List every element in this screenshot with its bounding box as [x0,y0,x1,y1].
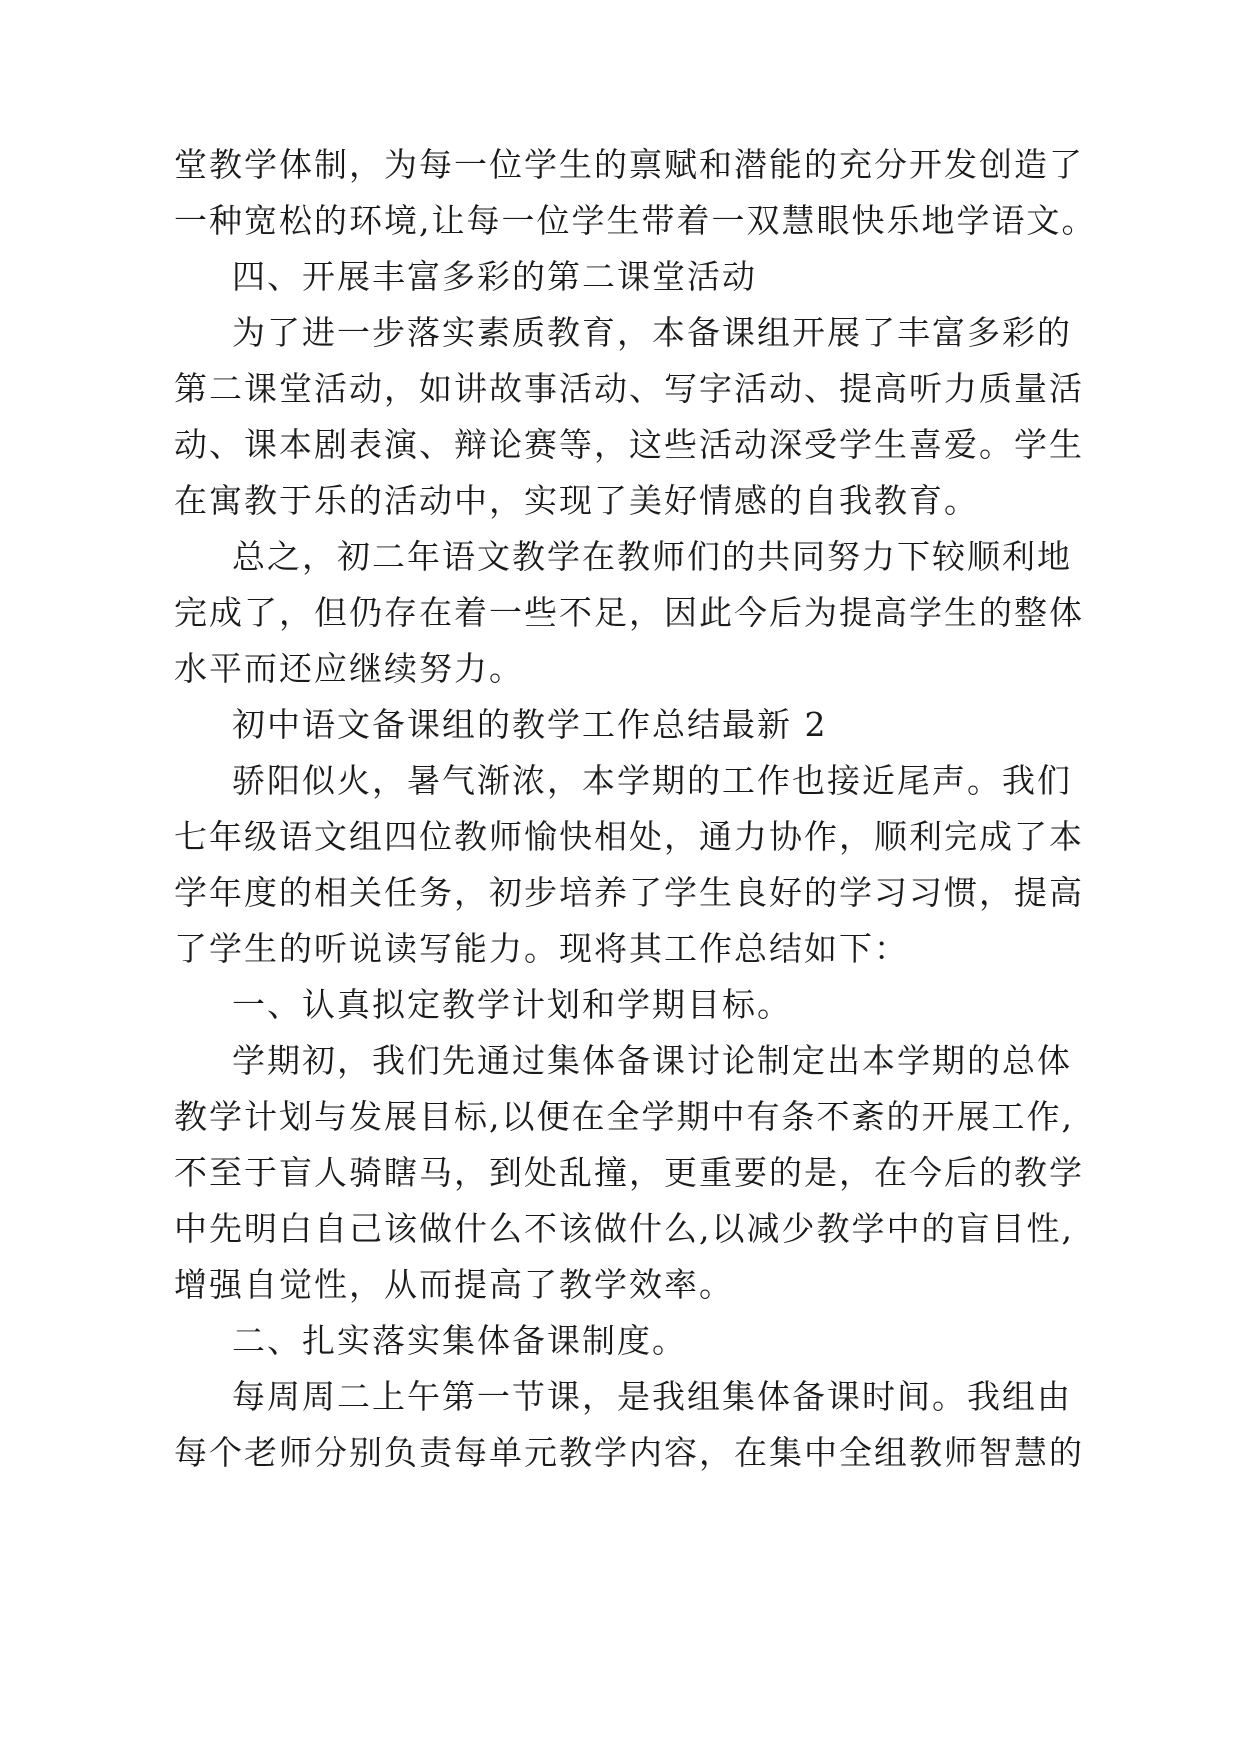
text-line: 一种宽松的环境,让每一位学生带着一双慧眼快乐地学语文。 [174,201,1097,240]
text-line: 为了进一步落实素质教育，本备课组开展了丰富多彩的 [232,313,1072,352]
text-line: 在寓教于乐的活动中，实现了美好情感的自我教育。 [174,481,979,520]
text-line: 每个老师分别负责每单元教学内容，在集中全组教师智慧的 [174,1433,1084,1472]
text-line: 不至于盲人骑瞎马，到处乱撞，更重要的是，在今后的教学 [174,1153,1084,1192]
text-line: 七年级语文组四位教师愉快相处，通力协作，顺利完成了本 [174,817,1084,856]
text-line: 总之，初二年语文教学在教师们的共同努力下较顺利地 [232,537,1072,576]
text-line: 骄阳似火，暑气渐浓，本学期的工作也接近尾声。我们 [232,761,1072,800]
text-line: 堂教学体制，为每一位学生的禀赋和潜能的充分开发创造了 [174,145,1084,184]
section-heading: 四、开展丰富多彩的第二课堂活动 [232,257,757,296]
text-line: 学期初，我们先通过集体备课讨论制定出本学期的总体 [232,1041,1072,1080]
text-line: 每周周二上午第一节课，是我组集体备课时间。我组由 [232,1377,1072,1416]
text-line: 完成了，但仍存在着一些不足，因此今后为提高学生的整体 [174,593,1084,632]
section-heading: 二、扎实落实集体备课制度。 [232,1321,687,1360]
text-line: 增强自觉性，从而提高了教学效率。 [174,1265,734,1304]
document-subtitle: 初中语文备课组的教学工作总结最新 2 [232,705,828,744]
text-line: 了学生的听说读写能力。现将其工作总结如下： [174,929,909,968]
section-heading: 一、认真拟定教学计划和学期目标。 [232,985,792,1024]
text-line: 水平而还应继续努力。 [174,649,524,688]
text-line: 教学计划与发展目标,以便在全学期中有条不紊的开展工作, [174,1097,1074,1136]
text-line: 第二课堂活动，如讲故事活动、写字活动、提高听力质量活 [174,369,1084,408]
text-line: 动、课本剧表演、辩论赛等，这些活动深受学生喜爱。学生 [174,425,1084,464]
text-line: 中先明白自己该做什么不该做什么,以减少教学中的盲目性, [174,1209,1074,1248]
text-line: 学年度的相关任务，初步培养了学生良好的学习习惯，提高 [174,873,1084,912]
